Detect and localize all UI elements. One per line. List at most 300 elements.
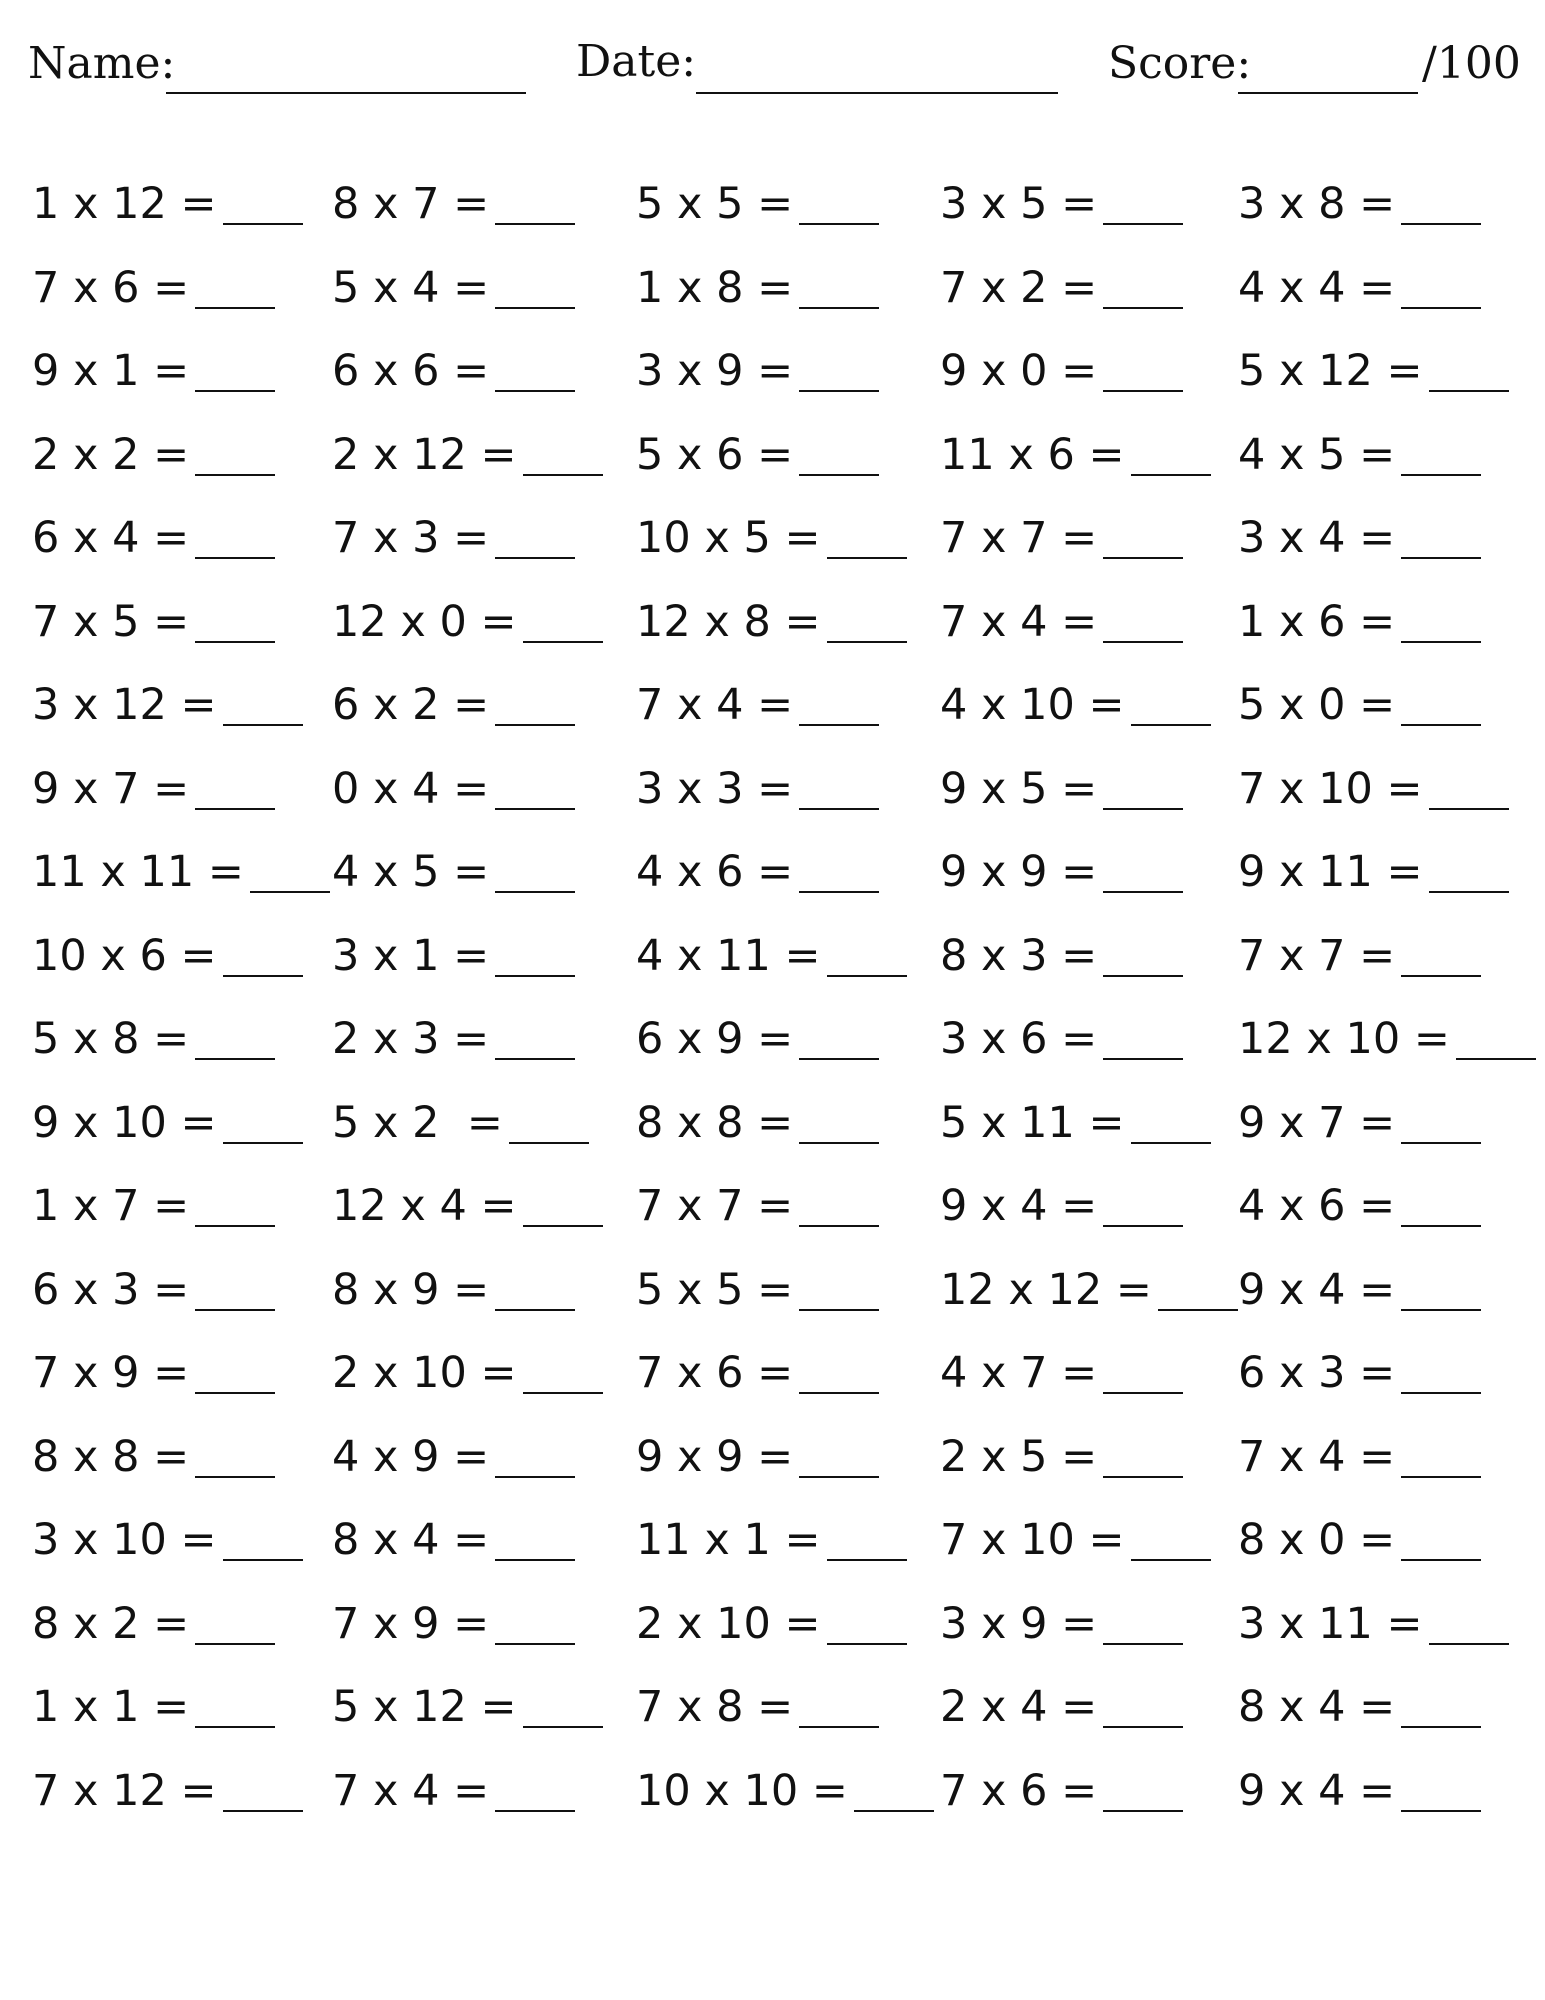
- answer-blank[interactable]: [495, 768, 575, 810]
- problem-expression: 0 x 4 =: [332, 764, 490, 814]
- problem-expression: 4 x 6 =: [636, 847, 794, 897]
- problem-expression: 5 x 4 =: [332, 263, 490, 313]
- problem-expression: 7 x 4 =: [636, 680, 794, 730]
- problem-expression: 1 x 12 =: [32, 179, 217, 229]
- problem-expression: 7 x 10 =: [1238, 764, 1423, 814]
- answer-blank[interactable]: [1401, 1770, 1481, 1812]
- answer-blank[interactable]: [495, 350, 575, 392]
- answer-blank[interactable]: [1401, 1519, 1481, 1561]
- problem-item: [636, 926, 907, 986]
- problem-item: [1238, 926, 1481, 986]
- answer-blank[interactable]: [495, 267, 575, 309]
- problem-expression: 8 x 4 =: [1238, 1682, 1396, 1732]
- problem-expression: 9 x 0 =: [940, 346, 1098, 396]
- problem-item: [32, 1260, 275, 1320]
- problem-expression: 3 x 10 =: [32, 1515, 217, 1565]
- problem-item: [636, 1510, 907, 1570]
- problem-expression: 9 x 10 =: [32, 1098, 217, 1148]
- answer-blank[interactable]: [1401, 1436, 1481, 1478]
- score-field[interactable]: [1238, 92, 1418, 94]
- problem-item: [636, 1260, 879, 1320]
- problem-expression: 11 x 6 =: [940, 430, 1125, 480]
- problem-item: [332, 1009, 575, 1069]
- problem-expression: 3 x 12 =: [32, 680, 217, 730]
- problem-expression: 5 x 12 =: [1238, 346, 1423, 396]
- answer-blank[interactable]: [195, 1018, 275, 1060]
- problem-item: [940, 1260, 1238, 1320]
- answer-blank[interactable]: [523, 601, 603, 643]
- problem-expression: 8 x 0 =: [1238, 1515, 1396, 1565]
- score-label: Score:: [1108, 38, 1252, 89]
- answer-blank[interactable]: [799, 851, 879, 893]
- problem-item: [940, 1009, 1183, 1069]
- answer-blank[interactable]: [223, 1770, 303, 1812]
- answer-blank[interactable]: [495, 183, 575, 225]
- problem-expression: 9 x 4 =: [940, 1181, 1098, 1231]
- answer-blank[interactable]: [1103, 1603, 1183, 1645]
- answer-blank[interactable]: [523, 1185, 603, 1227]
- answer-blank[interactable]: [1131, 684, 1211, 726]
- problem-expression: 3 x 4 =: [1238, 513, 1396, 563]
- problem-item: [332, 759, 575, 819]
- answer-blank[interactable]: [223, 1519, 303, 1561]
- problem-expression: 9 x 4 =: [1238, 1265, 1396, 1315]
- problem-expression: 5 x 12 =: [332, 1682, 517, 1732]
- problem-expression: 5 x 6 =: [636, 430, 794, 480]
- problem-expression: 2 x 10 =: [636, 1599, 821, 1649]
- problem-expression: 7 x 9 =: [32, 1348, 190, 1398]
- problem-item: [332, 258, 575, 318]
- problem-item: [332, 1176, 603, 1236]
- name-field[interactable]: [166, 92, 526, 94]
- answer-blank[interactable]: [495, 1519, 575, 1561]
- problem-item: [332, 926, 575, 986]
- answer-blank[interactable]: [195, 601, 275, 643]
- answer-blank[interactable]: [195, 1686, 275, 1728]
- problem-item: [332, 1343, 603, 1403]
- answer-blank[interactable]: [1103, 851, 1183, 893]
- problem-item: [1238, 675, 1481, 735]
- problem-expression: 6 x 6 =: [332, 346, 490, 396]
- answer-blank[interactable]: [1401, 517, 1481, 559]
- problem-expression: 7 x 6 =: [940, 1766, 1098, 1816]
- problem-expression: 11 x 11 =: [32, 847, 244, 897]
- answer-blank[interactable]: [799, 267, 879, 309]
- answer-blank[interactable]: [1429, 851, 1509, 893]
- problem-item: [636, 1093, 879, 1153]
- answer-blank[interactable]: [799, 1269, 879, 1311]
- problem-item: [1238, 592, 1481, 652]
- answer-blank[interactable]: [1401, 1352, 1481, 1394]
- problem-expression: 2 x 2 =: [32, 430, 190, 480]
- problem-expression: 8 x 4 =: [332, 1515, 490, 1565]
- answer-blank[interactable]: [1103, 350, 1183, 392]
- answer-blank[interactable]: [1103, 1436, 1183, 1478]
- problem-item: [940, 1761, 1183, 1821]
- problem-expression: 9 x 7 =: [1238, 1098, 1396, 1148]
- answer-blank[interactable]: [495, 1269, 575, 1311]
- answer-blank[interactable]: [195, 517, 275, 559]
- answer-blank[interactable]: [223, 684, 303, 726]
- answer-blank[interactable]: [799, 1102, 879, 1144]
- problem-item: [1238, 1677, 1481, 1737]
- problem-expression: 8 x 2 =: [32, 1599, 190, 1649]
- problem-item: [32, 842, 330, 902]
- problem-expression: 6 x 2 =: [332, 680, 490, 730]
- problem-item: [636, 842, 879, 902]
- answer-blank[interactable]: [495, 517, 575, 559]
- problem-item: [32, 1176, 275, 1236]
- problem-item: [636, 1176, 879, 1236]
- problem-item: [1238, 341, 1509, 401]
- problem-expression: 3 x 9 =: [636, 346, 794, 396]
- problem-item: [636, 759, 879, 819]
- problem-expression: 4 x 10 =: [940, 680, 1125, 730]
- problem-item: [332, 341, 575, 401]
- problem-item: [940, 174, 1183, 234]
- answer-blank[interactable]: [1103, 1686, 1183, 1728]
- answer-blank[interactable]: [495, 1603, 575, 1645]
- problem-item: [636, 1009, 879, 1069]
- answer-blank[interactable]: [195, 1185, 275, 1227]
- problem-item: [636, 341, 879, 401]
- problem-expression: 10 x 6 =: [32, 931, 217, 981]
- answer-blank[interactable]: [1103, 1185, 1183, 1227]
- problem-expression: 4 x 9 =: [332, 1432, 490, 1482]
- problem-expression: 7 x 2 =: [940, 263, 1098, 313]
- problem-expression: 10 x 10 =: [636, 1766, 848, 1816]
- answer-blank[interactable]: [799, 434, 879, 476]
- problem-item: [32, 258, 275, 318]
- problem-expression: 3 x 11 =: [1238, 1599, 1423, 1649]
- problem-expression: 12 x 0 =: [332, 597, 517, 647]
- answer-blank[interactable]: [1103, 935, 1183, 977]
- problem-item: [32, 592, 275, 652]
- problem-item: [1238, 1427, 1481, 1487]
- problem-expression: 7 x 4 =: [1238, 1432, 1396, 1482]
- answer-blank[interactable]: [799, 1018, 879, 1060]
- problem-item: [1238, 1260, 1481, 1320]
- date-field[interactable]: [696, 92, 1058, 94]
- problem-item: [332, 1510, 575, 1570]
- answer-blank[interactable]: [195, 1352, 275, 1394]
- problem-expression: 7 x 12 =: [32, 1766, 217, 1816]
- problem-expression: 11 x 1 =: [636, 1515, 821, 1565]
- problem-expression: 9 x 9 =: [940, 847, 1098, 897]
- answer-blank[interactable]: [1103, 517, 1183, 559]
- problem-expression: 7 x 3 =: [332, 513, 490, 563]
- problem-expression: 6 x 3 =: [1238, 1348, 1396, 1398]
- problem-expression: 6 x 9 =: [636, 1014, 794, 1064]
- problem-item: [332, 675, 575, 735]
- problem-item: [32, 926, 303, 986]
- answer-blank[interactable]: [1103, 1018, 1183, 1060]
- answer-blank[interactable]: [827, 517, 907, 559]
- problem-item: [940, 1510, 1211, 1570]
- answer-blank[interactable]: [195, 1436, 275, 1478]
- problem-expression: 5 x 5 =: [636, 179, 794, 229]
- problem-item: [940, 1594, 1183, 1654]
- answer-blank[interactable]: [495, 1436, 575, 1478]
- problem-item: [332, 174, 575, 234]
- answer-blank[interactable]: [250, 851, 330, 893]
- answer-blank[interactable]: [1103, 267, 1183, 309]
- problem-item: [940, 341, 1183, 401]
- answer-blank[interactable]: [195, 350, 275, 392]
- answer-blank[interactable]: [1131, 1102, 1211, 1144]
- problem-expression: 10 x 5 =: [636, 513, 821, 563]
- answer-blank[interactable]: [1103, 1770, 1183, 1812]
- problem-item: [1238, 1093, 1481, 1153]
- problem-expression: 4 x 5 =: [332, 847, 490, 897]
- problem-item: [1238, 508, 1481, 568]
- problem-item: [636, 675, 879, 735]
- answer-blank[interactable]: [1401, 935, 1481, 977]
- answer-blank[interactable]: [495, 1018, 575, 1060]
- problem-expression: 9 x 7 =: [32, 764, 190, 814]
- answer-blank[interactable]: [495, 684, 575, 726]
- problem-item: [940, 926, 1183, 986]
- problem-expression: 7 x 6 =: [32, 263, 190, 313]
- answer-blank[interactable]: [523, 434, 603, 476]
- problem-expression: 2 x 3 =: [332, 1014, 490, 1064]
- answer-blank[interactable]: [799, 1686, 879, 1728]
- answer-blank[interactable]: [223, 183, 303, 225]
- problem-item: [332, 592, 603, 652]
- problem-item: [332, 1093, 589, 1153]
- answer-blank[interactable]: [495, 1770, 575, 1812]
- problem-expression: 3 x 6 =: [940, 1014, 1098, 1064]
- problem-expression: 5 x 2 =: [332, 1098, 503, 1148]
- answer-blank[interactable]: [1429, 768, 1509, 810]
- answer-blank[interactable]: [799, 684, 879, 726]
- answer-blank[interactable]: [195, 1603, 275, 1645]
- answer-blank[interactable]: [1103, 183, 1183, 225]
- problem-expression: 9 x 4 =: [1238, 1766, 1396, 1816]
- problem-expression: 4 x 5 =: [1238, 430, 1396, 480]
- problem-item: [1238, 759, 1509, 819]
- problem-expression: 1 x 8 =: [636, 263, 794, 313]
- problem-item: [332, 1677, 603, 1737]
- problem-expression: 8 x 3 =: [940, 931, 1098, 981]
- answer-blank[interactable]: [495, 851, 575, 893]
- problem-expression: 7 x 4 =: [940, 597, 1098, 647]
- problem-expression: 2 x 5 =: [940, 1432, 1098, 1482]
- answer-blank[interactable]: [195, 434, 275, 476]
- problem-expression: 4 x 11 =: [636, 931, 821, 981]
- problem-expression: 8 x 8 =: [32, 1432, 190, 1482]
- date-label: Date:: [576, 36, 697, 87]
- problem-item: [332, 842, 575, 902]
- problem-item: [1238, 258, 1481, 318]
- problem-item: [940, 258, 1183, 318]
- problem-item: [940, 1427, 1183, 1487]
- answer-blank[interactable]: [1103, 768, 1183, 810]
- answer-blank[interactable]: [523, 1352, 603, 1394]
- problem-expression: 5 x 8 =: [32, 1014, 190, 1064]
- problem-expression: 7 x 7 =: [636, 1181, 794, 1231]
- problem-expression: 9 x 1 =: [32, 346, 190, 396]
- problem-expression: 3 x 5 =: [940, 179, 1098, 229]
- answer-blank[interactable]: [1131, 1519, 1211, 1561]
- answer-blank[interactable]: [1158, 1269, 1238, 1311]
- problem-item: [940, 1343, 1183, 1403]
- problem-expression: 3 x 8 =: [1238, 179, 1396, 229]
- answer-blank[interactable]: [799, 350, 879, 392]
- problem-expression: 2 x 12 =: [332, 430, 517, 480]
- score-total: /100: [1422, 38, 1521, 89]
- answer-blank[interactable]: [195, 267, 275, 309]
- problem-item: [636, 1761, 934, 1821]
- answer-blank[interactable]: [195, 768, 275, 810]
- answer-blank[interactable]: [1131, 434, 1211, 476]
- problem-item: [332, 425, 603, 485]
- problem-expression: 12 x 12 =: [940, 1265, 1152, 1315]
- answer-blank[interactable]: [854, 1770, 934, 1812]
- problem-expression: 6 x 3 =: [32, 1265, 190, 1315]
- answer-blank[interactable]: [799, 1185, 879, 1227]
- problem-item: [1238, 1510, 1481, 1570]
- problem-item: [32, 425, 275, 485]
- answer-blank[interactable]: [799, 768, 879, 810]
- problem-item: [1238, 1176, 1481, 1236]
- problem-expression: 7 x 4 =: [332, 1766, 490, 1816]
- problem-expression: 5 x 0 =: [1238, 680, 1396, 730]
- problem-item: [32, 675, 303, 735]
- problem-expression: 9 x 11 =: [1238, 847, 1423, 897]
- answer-blank[interactable]: [799, 183, 879, 225]
- problem-item: [940, 592, 1183, 652]
- answer-blank[interactable]: [1429, 1603, 1509, 1645]
- problem-expression: 1 x 7 =: [32, 1181, 190, 1231]
- problem-expression: 12 x 8 =: [636, 597, 821, 647]
- problem-item: [1238, 425, 1481, 485]
- problem-item: [1238, 842, 1509, 902]
- problem-item: [32, 1761, 303, 1821]
- problem-item: [1238, 1594, 1509, 1654]
- answer-blank[interactable]: [1401, 1102, 1481, 1144]
- answer-blank[interactable]: [1401, 601, 1481, 643]
- answer-blank[interactable]: [223, 1102, 303, 1144]
- problem-item: [32, 174, 303, 234]
- problem-item: [636, 425, 879, 485]
- answer-blank[interactable]: [1401, 1686, 1481, 1728]
- problem-item: [940, 508, 1183, 568]
- problem-expression: 8 x 9 =: [332, 1265, 490, 1315]
- answer-blank[interactable]: [1456, 1018, 1536, 1060]
- problem-expression: 5 x 5 =: [636, 1265, 794, 1315]
- problem-item: [332, 508, 575, 568]
- problem-item: [940, 1176, 1183, 1236]
- problem-expression: 12 x 10 =: [1238, 1014, 1450, 1064]
- answer-blank[interactable]: [1401, 183, 1481, 225]
- problem-item: [1238, 1343, 1481, 1403]
- problem-item: [636, 1343, 879, 1403]
- problem-item: [32, 341, 275, 401]
- problem-item: [32, 1594, 275, 1654]
- problem-expression: 7 x 10 =: [940, 1515, 1125, 1565]
- answer-blank[interactable]: [195, 1269, 275, 1311]
- problem-item: [32, 1343, 275, 1403]
- answer-blank[interactable]: [223, 935, 303, 977]
- answer-blank[interactable]: [827, 935, 907, 977]
- problem-expression: 4 x 4 =: [1238, 263, 1396, 313]
- problem-item: [332, 1260, 575, 1320]
- problem-item: [636, 508, 907, 568]
- problem-expression: 2 x 10 =: [332, 1348, 517, 1398]
- problem-expression: 1 x 6 =: [1238, 597, 1396, 647]
- problem-item: [332, 1761, 575, 1821]
- problem-expression: 8 x 8 =: [636, 1098, 794, 1148]
- problem-item: [1238, 1009, 1536, 1069]
- answer-blank[interactable]: [495, 935, 575, 977]
- answer-blank[interactable]: [1103, 601, 1183, 643]
- problem-item: [32, 1093, 303, 1153]
- answer-blank[interactable]: [799, 1352, 879, 1394]
- problem-item: [940, 759, 1183, 819]
- problem-item: [32, 759, 275, 819]
- problem-item: [636, 592, 907, 652]
- problem-item: [332, 1427, 575, 1487]
- problem-expression: 1 x 1 =: [32, 1682, 190, 1732]
- problem-expression: 12 x 4 =: [332, 1181, 517, 1231]
- problem-expression: 9 x 5 =: [940, 764, 1098, 814]
- problem-expression: 3 x 9 =: [940, 1599, 1098, 1649]
- answer-blank[interactable]: [827, 1519, 907, 1561]
- problem-item: [636, 258, 879, 318]
- problem-expression: 2 x 4 =: [940, 1682, 1098, 1732]
- problem-expression: 7 x 6 =: [636, 1348, 794, 1398]
- problem-expression: 8 x 7 =: [332, 179, 490, 229]
- answer-blank[interactable]: [1401, 1185, 1481, 1227]
- problem-item: [940, 425, 1211, 485]
- problem-item: [636, 1594, 907, 1654]
- answer-blank[interactable]: [827, 601, 907, 643]
- problem-item: [32, 1510, 303, 1570]
- answer-blank[interactable]: [1401, 1269, 1481, 1311]
- name-label: Name:: [28, 38, 176, 89]
- problem-item: [32, 508, 275, 568]
- problem-expression: 5 x 11 =: [940, 1098, 1125, 1148]
- problem-item: [32, 1009, 275, 1069]
- answer-blank[interactable]: [1429, 350, 1509, 392]
- answer-blank[interactable]: [509, 1102, 589, 1144]
- problem-item: [940, 675, 1211, 735]
- problem-item: [1238, 1761, 1481, 1821]
- problem-item: [636, 174, 879, 234]
- answer-blank[interactable]: [1401, 267, 1481, 309]
- problem-item: [940, 842, 1183, 902]
- answer-blank[interactable]: [827, 1603, 907, 1645]
- problem-expression: 7 x 9 =: [332, 1599, 490, 1649]
- problem-expression: 7 x 5 =: [32, 597, 190, 647]
- problem-item: [940, 1677, 1183, 1737]
- problem-expression: 3 x 1 =: [332, 931, 490, 981]
- problem-item: [636, 1677, 879, 1737]
- problem-item: [32, 1677, 275, 1737]
- problem-item: [32, 1427, 275, 1487]
- problem-expression: 9 x 9 =: [636, 1432, 794, 1482]
- problem-item: [940, 1093, 1211, 1153]
- answer-blank[interactable]: [1103, 1352, 1183, 1394]
- answer-blank[interactable]: [523, 1686, 603, 1728]
- problem-item: [332, 1594, 575, 1654]
- answer-blank[interactable]: [1401, 434, 1481, 476]
- answer-blank[interactable]: [799, 1436, 879, 1478]
- problem-expression: 4 x 7 =: [940, 1348, 1098, 1398]
- answer-blank[interactable]: [1401, 684, 1481, 726]
- problem-expression: 7 x 8 =: [636, 1682, 794, 1732]
